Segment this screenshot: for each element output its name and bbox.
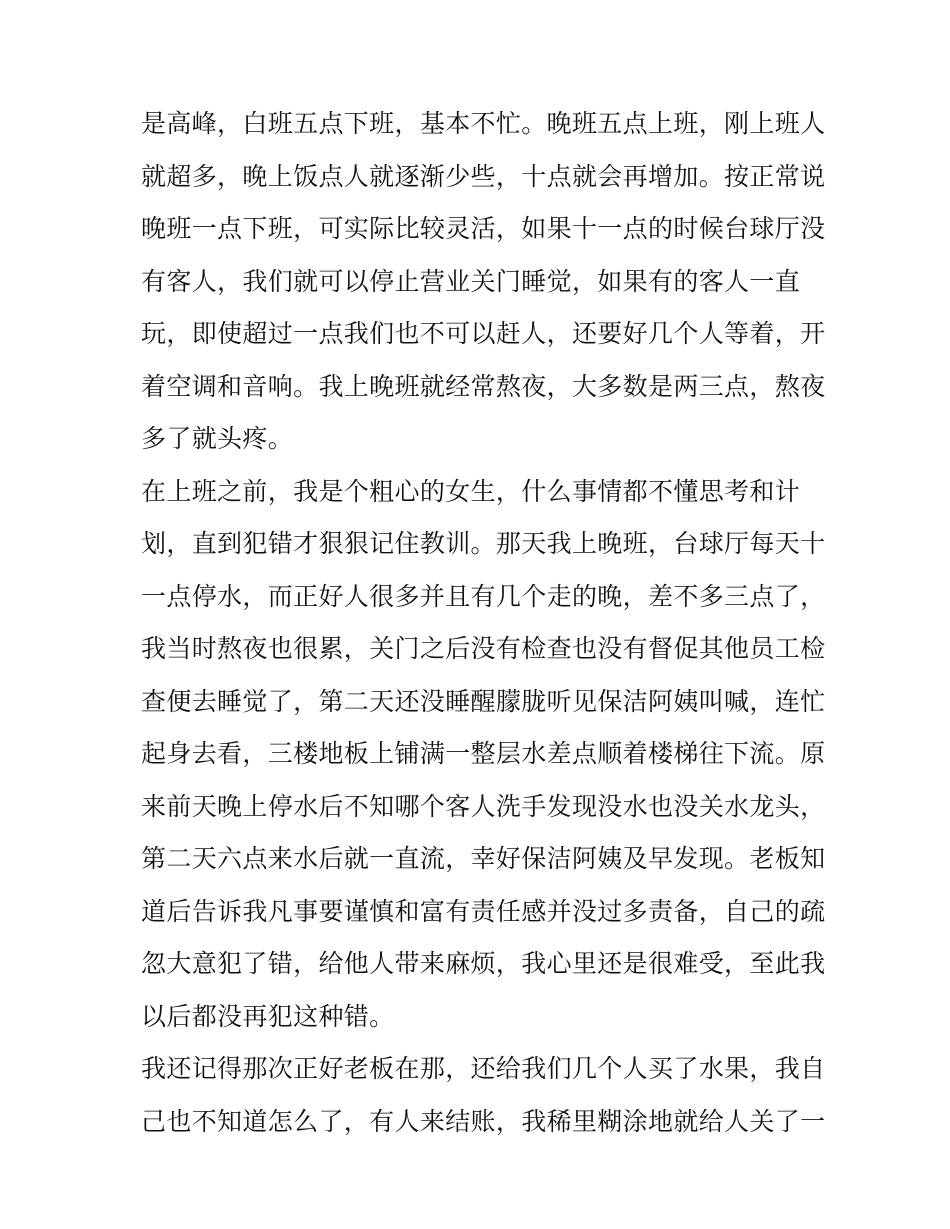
text-line: 忽大意犯了错，给他人带来麻烦，我心里还是很难受，至此我 [141, 949, 826, 978]
text-line: 一点停水，而正好人很多并且有几个走的晚，差不多三点了， [141, 581, 826, 611]
text-line: 是高峰，白班五点下班，基本不忙。晚班五点上班，刚上班人 [141, 109, 826, 138]
text-line: 查便去睡觉了，第二天还没睡醒朦胧听见保洁阿姨叫喊，连忙 [141, 686, 826, 716]
text-line: 晚班一点下班，可实际比较灵活，如果十一点的时候台球厅没 [141, 214, 826, 243]
body-text [141, 98, 826, 1148]
text-line: 就超多，晚上饭点人就逐渐少些，十点就会再增加。按正常说 [141, 161, 826, 191]
text-line: 多了就头疼。 [141, 424, 294, 453]
text-line: 我当时熬夜也很累，关门之后没有检查也没有督促其他员工检 [141, 634, 826, 663]
text-line: 着空调和音响。我上晚班就经常熬夜，大多数是两三点，熬夜 [141, 371, 826, 401]
text-line: 有客人，我们就可以停止营业关门睡觉，如果有的客人一直 [141, 266, 801, 296]
text-line: 第二天六点来水后就一直流，幸好保洁阿姨及早发现。老板知 [141, 844, 826, 873]
text-line: 划，直到犯错才狠狠记住教训。那天我上晚班，台球厅每天十 [141, 529, 826, 558]
text-line: 在上班之前，我是个粗心的女生，什么事情都不懂思考和计 [141, 476, 801, 506]
text-line: 玩，即使超过一点我们也不可以赶人，还要好几个人等着，开 [141, 319, 826, 348]
text-line: 我还记得那次正好老板在那，还给我们几个人买了水果，我自 [141, 1054, 826, 1083]
text-line: 己也不知道怎么了，有人来结账，我稀里糊涂地就给人关了一 [141, 1106, 826, 1136]
text-line: 以后都没再犯这种错。 [141, 1001, 395, 1031]
text-line: 道后告诉我凡事要谨慎和富有责任感并没过多责备，自己的疏 [141, 896, 826, 926]
text-line: 来前天晚上停水后不知哪个客人洗手发现没水也没关水龙头， [141, 791, 826, 821]
text-line: 起身去看，三楼地板上铺满一整层水差点顺着楼梯往下流。原 [141, 739, 826, 768]
